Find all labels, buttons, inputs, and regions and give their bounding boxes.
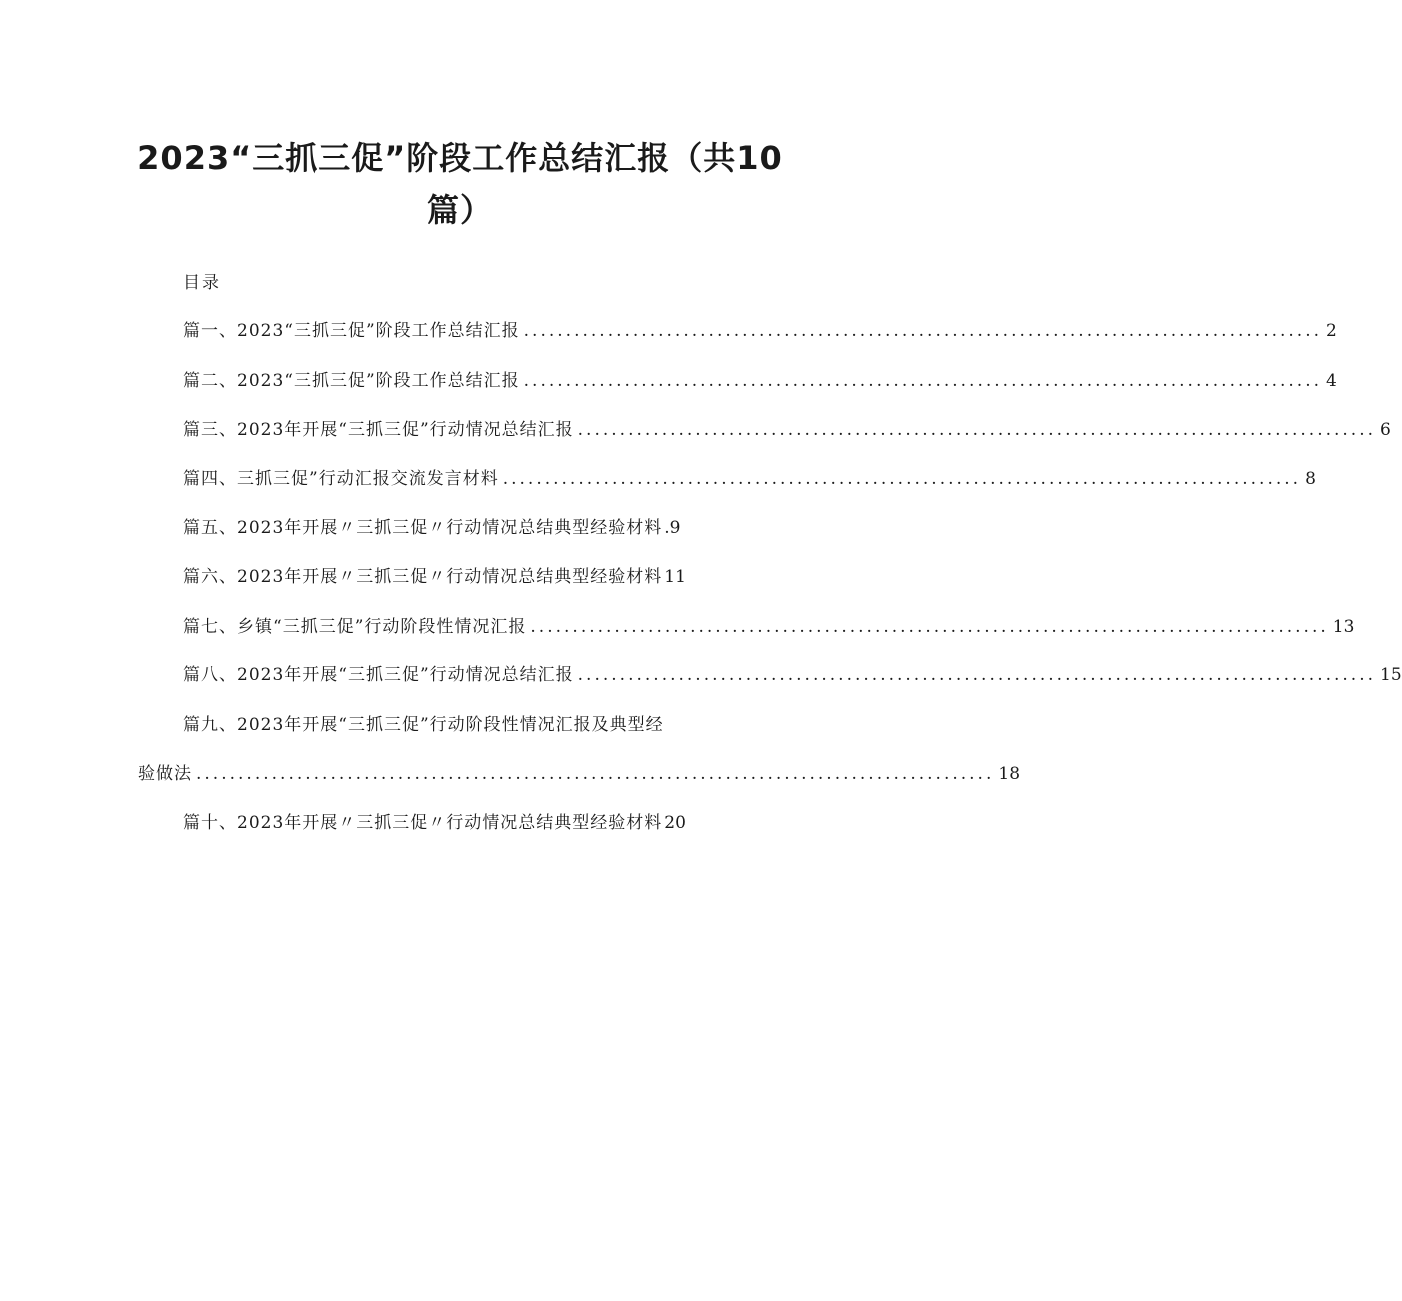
toc-entry-8[interactable] (183, 662, 1402, 688)
toc-entry-label: 篇六、2023年开展〃三抓三促〃行动情况总结典型经验材料 (183, 567, 663, 587)
toc-entry-4[interactable] (183, 466, 1316, 492)
toc-entry-9-continuation[interactable] (138, 761, 1021, 787)
toc-entry-label: 篇二、2023“三抓三促”阶段工作总结汇报 (183, 371, 520, 391)
toc-page-number: .9 (664, 518, 681, 538)
title-line-1: 2023“三抓三促”阶段工作总结汇报（共10 (137, 139, 783, 177)
toc-entry-label: 篇九、2023年开展“三抓三促”行动阶段性情况汇报及典型经 (183, 715, 664, 735)
toc-page-number: 11 (664, 567, 686, 587)
toc-entry-10[interactable] (183, 810, 686, 836)
toc-leader: ............................................................................................... (523, 371, 1323, 391)
toc-leader: ............................................................................................... (196, 764, 995, 784)
toc-entry-label-continuation: 验做法 (138, 764, 192, 784)
toc-leader: ............................................................................................... (502, 469, 1302, 489)
toc-entry-6[interactable] (183, 564, 686, 590)
toc-page-number: 4 (1326, 371, 1337, 391)
toc-entry-label: 篇八、2023年开展“三抓三促”行动情况总结汇报 (183, 665, 574, 685)
toc-entry-3[interactable] (183, 417, 1391, 443)
toc-entry-label: 篇四、三抓三促”行动汇报交流发言材料 (183, 469, 499, 489)
toc-page-number: 18 (998, 764, 1021, 784)
toc-entry-7[interactable] (183, 614, 1355, 640)
toc-page-number: 20 (664, 813, 686, 833)
toc-entry-label: 篇一、2023“三抓三促”阶段工作总结汇报 (183, 321, 520, 341)
toc-entry-label: 篇三、2023年开展“三抓三促”行动情况总结汇报 (183, 420, 574, 440)
toc-entry-9[interactable] (183, 712, 664, 738)
toc-entry-5[interactable] (183, 515, 681, 541)
toc-entry-label: 篇七、乡镇“三抓三促”行动阶段性情况汇报 (183, 617, 527, 637)
title-line-2: 篇） (426, 191, 493, 229)
toc-leader: ............................................................................................... (523, 321, 1323, 341)
toc-leader: ............................................................................................... (577, 420, 1377, 440)
toc-entry-1[interactable] (183, 318, 1337, 344)
toc-entry-label: 篇十、2023年开展〃三抓三促〃行动情况总结典型经验材料 (183, 813, 663, 833)
document-title (130, 132, 790, 236)
toc-leader: ............................................................................................... (577, 665, 1377, 685)
toc-entry-label: 篇五、2023年开展〃三抓三促〃行动情况总结典型经验材料 (183, 518, 663, 538)
toc-page-number: 2 (1326, 321, 1337, 341)
toc-entry-2[interactable] (183, 368, 1337, 394)
toc-page-number: 6 (1380, 420, 1391, 440)
toc-page-number: 8 (1305, 469, 1316, 489)
toc-page-number: 13 (1332, 617, 1355, 637)
toc-page-number: 15 (1380, 665, 1402, 685)
toc-leader: ............................................................................................... (530, 617, 1329, 637)
toc-heading: 目录 (183, 273, 221, 293)
